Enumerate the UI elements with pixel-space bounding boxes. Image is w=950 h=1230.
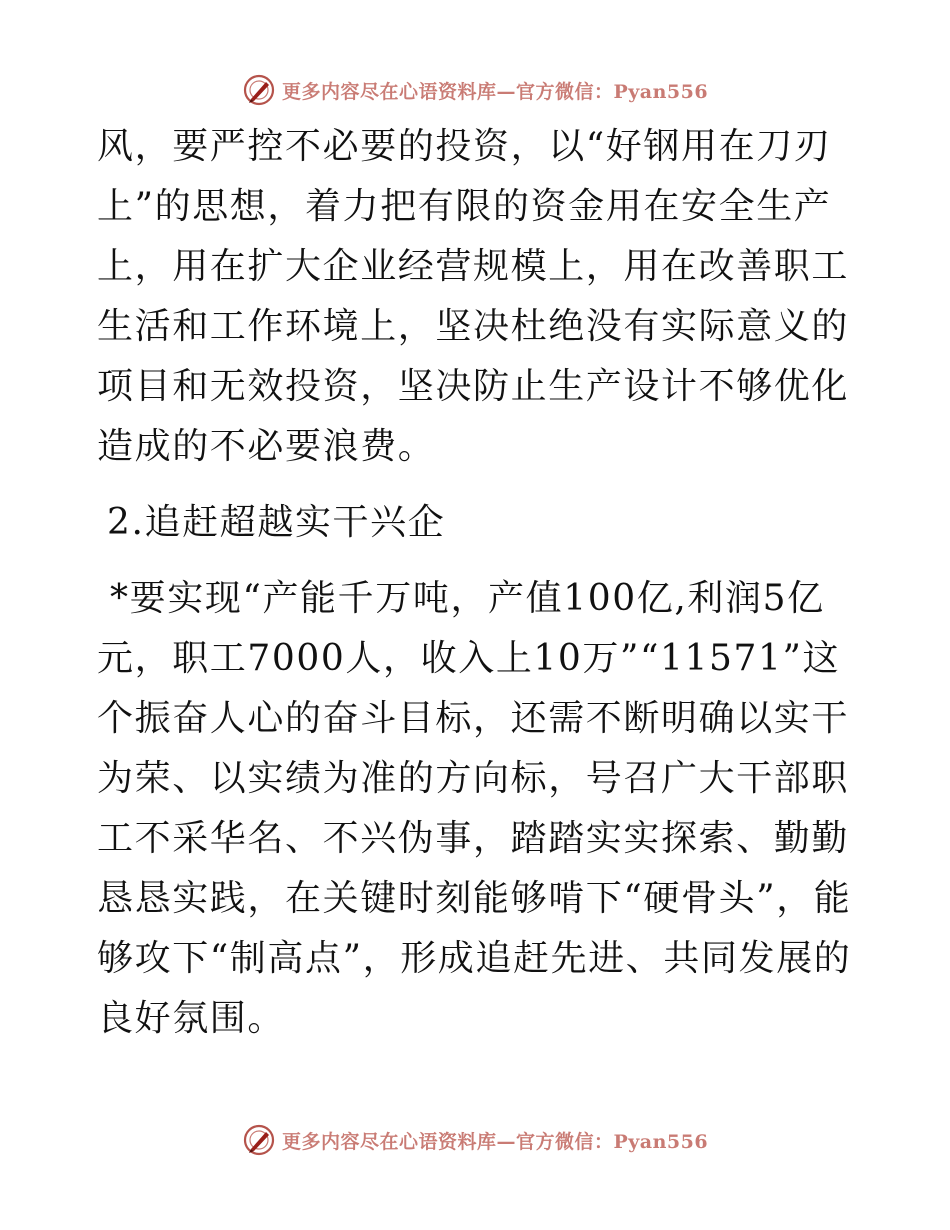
watermark-text: 更多内容尽在心语资料库—官方微信：Pyan556 [281,80,709,103]
paragraph-goals: *要实现“产能千万吨，产值100亿,利润5亿元，职工7000人，收入上10万”“11571”这个振奋人心的奋斗目标，还需不断明确以实干为荣、以实绩为准的方向标，号召广大干部职工不采华名、不兴伪事，踏踏实实探索、勤勤恳恳实践，在关键时刻能够啃下“硬骨头”，能够攻下“制高点”，形成追赶先进、共同发展的良好氛围。 [97,578,852,1039]
header-watermark [0,70,950,110]
section-heading: 2.追赶超越实干兴企 [107,502,446,543]
watermark-group [242,73,708,107]
stamp-pen-icon [242,73,276,107]
watermark-group [242,1123,708,1157]
paragraph-investment: 风，要严控不必要的投资，以“好钢用在刀刃 上”的思想，着力把有限的资金用在安全生产上，用在扩大企业经营规模上，用在改善职工生活和工作环境上，坚决杜绝没有实际意义的项目和无效投资，坚决防止生产设计不够优化造成的不必要浪费。 [97,126,850,467]
watermark-text: 更多内容尽在心语资料库—官方微信：Pyan556 [281,1130,709,1153]
document-body [97,117,857,1049]
footer-watermark [0,1120,950,1160]
stamp-pen-icon [242,1123,276,1157]
